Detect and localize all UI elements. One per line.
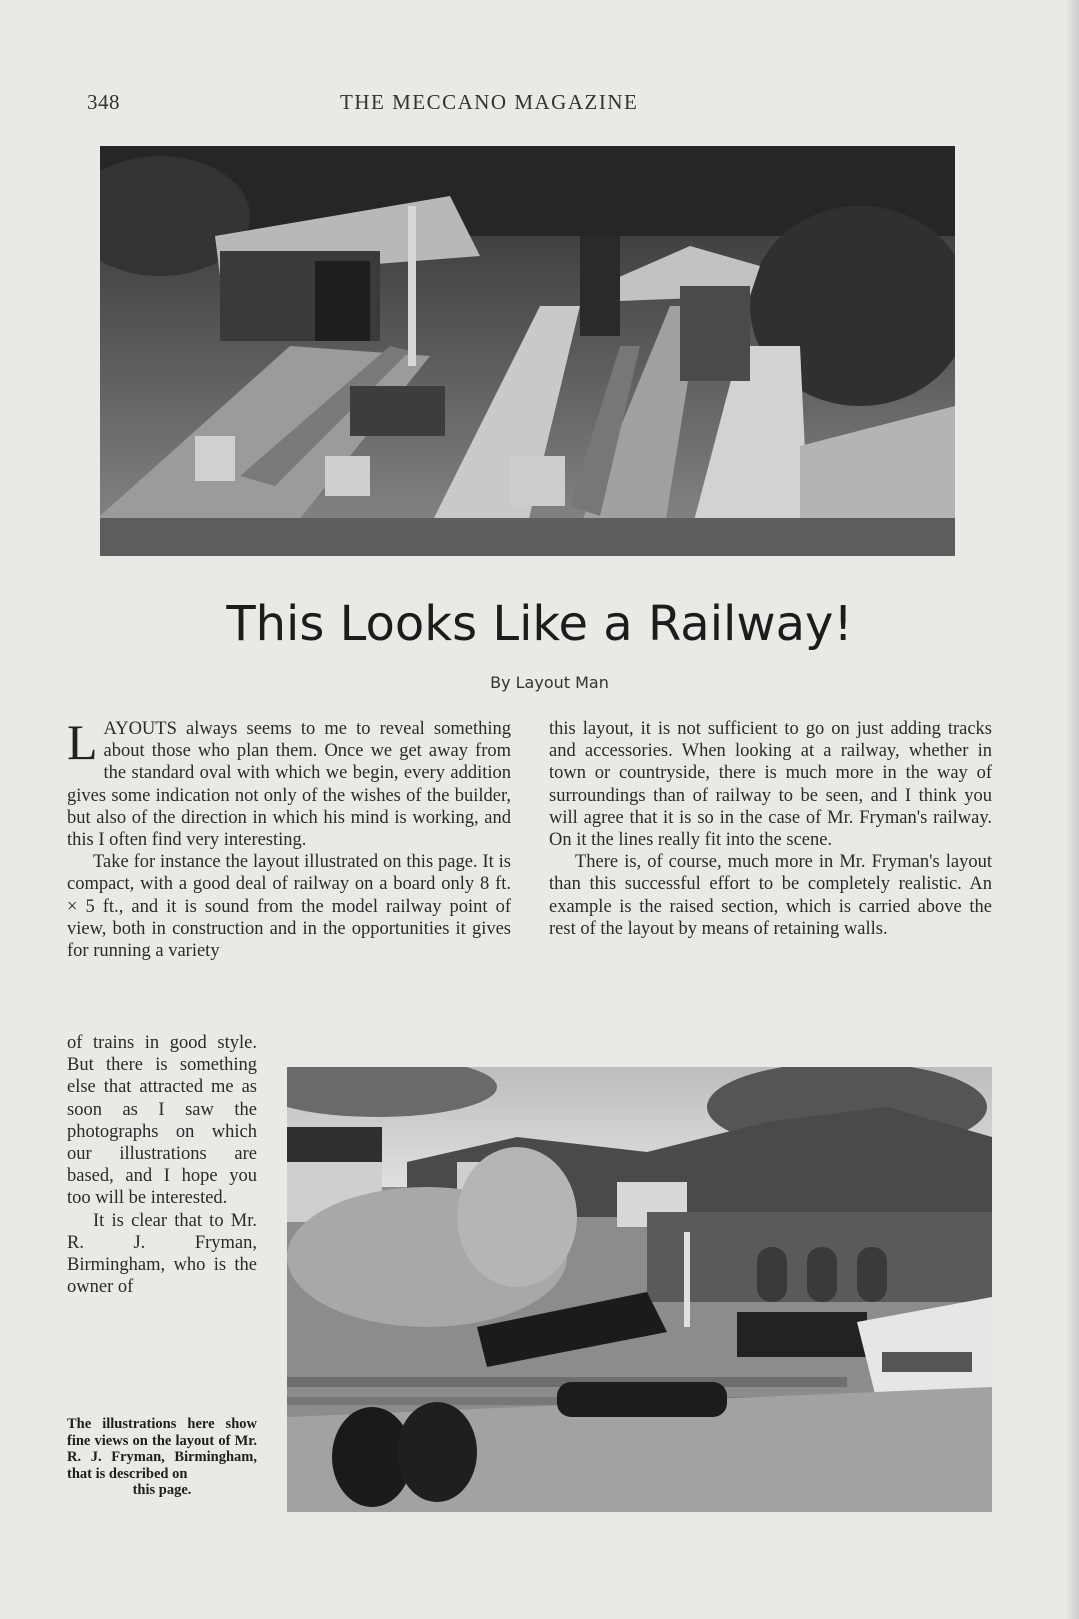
- right-column: [549, 718, 992, 940]
- paragraph-3-continued: this layout, it is not sufficient to go on just adding tracks and accessories. When looking at a railway, whether in town or countryside, there is much more in the way of surroundings than of railway to be seen, and I think you will agree that it is so in the case of Mr. Fryman's railway. On it the lines really fit into the scene.: [549, 719, 992, 851]
- paragraph-1-text: AYOUTS always seems to me to reveal something about those who plan them. Once we get away from the standard oval with which we begin, every addition gives some indication not only of the wishes of the builder, but also of the direction in which his mind is working, and this I often find very interesting.: [67, 719, 511, 851]
- paragraph-3: It is clear that to Mr. R. J. Fryman, Birmingham, who is the owner of: [67, 1210, 257, 1298]
- paragraph-4: There is, of course, much more in Mr. Fryman's layout than this successful effort to be completely realistic. An example is the raised section, which is carried above the rest of the layout by means of retaining walls.: [549, 852, 992, 939]
- page-number: 348: [87, 90, 120, 114]
- magazine-title: THE MECCANO MAGAZINE: [340, 90, 639, 114]
- caption-last-line: this page.: [132, 1482, 192, 1498]
- narrow-column: [67, 1032, 257, 1298]
- drop-cap: L: [67, 714, 98, 770]
- photo-caption: [67, 1416, 257, 1499]
- paragraph-1: [67, 714, 511, 851]
- paragraph-2: Take for instance the layout illustrated on this page. It is compact, with a good deal of railway on a board only 8 ft. × 5 ft., and it is sound from the model railway point of view, both in construction and in the opportunities it gives for running a variety: [67, 852, 511, 962]
- station-layout-photo: [100, 146, 955, 556]
- page-edge-shadow: [1065, 0, 1079, 1619]
- left-column: [67, 714, 511, 962]
- paragraph-2-continued: of trains in good style. But there is something else that attracted me as soon as I saw the photographs on which our illustrations are based, and I hope you too will be interested.: [67, 1033, 257, 1209]
- caption-text: The illustrations here show fine views on the layout of Mr. R. J. Fryman, Birmingham, that is described on: [67, 1416, 257, 1482]
- byline: By Layout Man: [490, 673, 609, 692]
- locomotive-scene-photo: [287, 1067, 992, 1512]
- article-title: This Looks Like a Railway!: [226, 596, 853, 652]
